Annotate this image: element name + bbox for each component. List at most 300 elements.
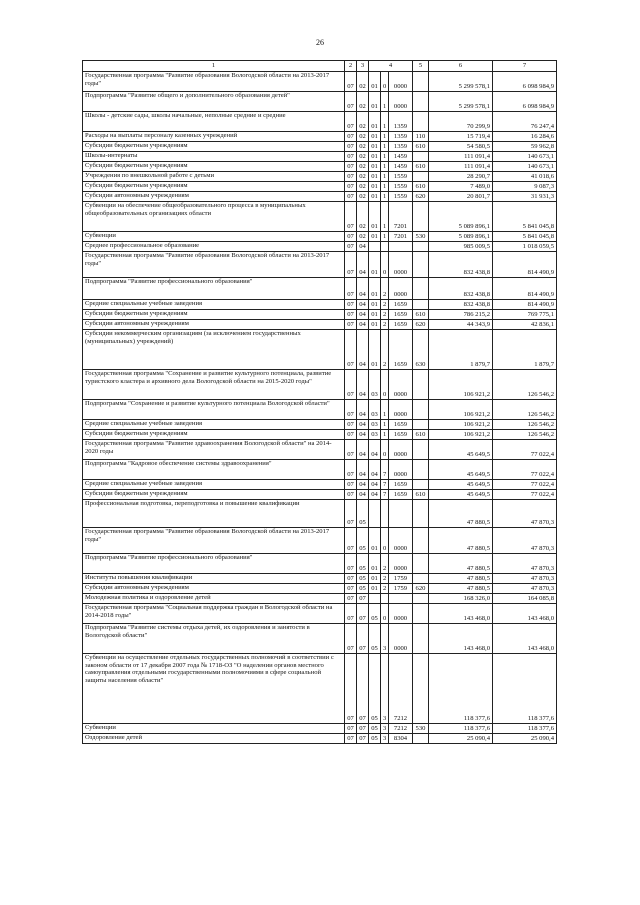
- table-row: [83, 92, 557, 112]
- article-code-cell: 0000: [389, 252, 413, 278]
- row-name-cell: Школы - детские сады, школы начальные, неполные средние и средние: [83, 112, 345, 132]
- program-code-cell: 01: [369, 320, 381, 330]
- article-code-cell: 1759: [389, 574, 413, 584]
- row-name-cell: Подпрограмма "Кадровое обеспечение системы здравоохранения": [83, 460, 345, 480]
- amount-2017-cell: 77 022,4: [493, 440, 557, 460]
- table-row: [83, 310, 557, 320]
- expense-type-cell: [413, 370, 429, 400]
- amount-2016-cell: 832 438,8: [429, 278, 493, 300]
- row-name-cell: Субсидии бюджетным учреждениям: [83, 310, 345, 320]
- article-code-cell: 1659: [389, 480, 413, 490]
- row-name-cell: Школы-интернаты: [83, 152, 345, 162]
- amount-2016-cell: 832 438,8: [429, 300, 493, 310]
- amount-2016-cell: 118 377,6: [429, 654, 493, 724]
- table-row: [83, 734, 557, 744]
- table-row: [83, 172, 557, 182]
- section-code-cell: 07: [345, 584, 357, 594]
- subsection-code-cell: 05: [357, 528, 369, 554]
- subsection-code-cell: 04: [357, 400, 369, 420]
- table-row: [83, 584, 557, 594]
- program-code-cell: 01: [369, 278, 381, 300]
- amount-2017-cell: 1 879,7: [493, 330, 557, 370]
- subsection-code-cell: 07: [357, 654, 369, 724]
- expense-type-cell: [413, 112, 429, 132]
- article-code-cell: 1659: [389, 420, 413, 430]
- table-row: [83, 182, 557, 192]
- amount-2016-cell: 47 880,5: [429, 574, 493, 584]
- amount-2016-cell: 786 215,2: [429, 310, 493, 320]
- program-code-cell: 01: [369, 252, 381, 278]
- section-code-cell: 07: [345, 440, 357, 460]
- amount-2016-cell: 7 489,0: [429, 182, 493, 192]
- amount-2017-cell: 143 468,0: [493, 624, 557, 654]
- article-code-cell: 1459: [389, 152, 413, 162]
- amount-2017-cell: 814 490,9: [493, 252, 557, 278]
- amount-2017-cell: 1 018 059,5: [493, 242, 557, 252]
- table-row: [83, 232, 557, 242]
- subprogram-code-cell: 0: [381, 252, 389, 278]
- amount-2017-cell: 25 090,4: [493, 734, 557, 744]
- subsection-code-cell: 02: [357, 202, 369, 232]
- article-code-cell: 1659: [389, 310, 413, 320]
- amount-2017-cell: 31 931,3: [493, 192, 557, 202]
- table-row: [83, 624, 557, 654]
- section-code-cell: 07: [345, 490, 357, 500]
- subsection-code-cell: 02: [357, 182, 369, 192]
- amount-2017-cell: 5 841 045,8: [493, 232, 557, 242]
- article-code-cell: 1559: [389, 172, 413, 182]
- expense-type-cell: 610: [413, 182, 429, 192]
- section-code-cell: 07: [345, 112, 357, 132]
- table-row: [83, 460, 557, 480]
- amount-2017-cell: 814 490,9: [493, 300, 557, 310]
- row-name-cell: Субсидии бюджетным учреждениям: [83, 430, 345, 440]
- expense-type-cell: [413, 594, 429, 604]
- subsection-code-cell: 02: [357, 92, 369, 112]
- subsection-code-cell: 05: [357, 584, 369, 594]
- article-code-cell: 7201: [389, 202, 413, 232]
- subprogram-code-cell: 1: [381, 132, 389, 142]
- section-code-cell: 07: [345, 724, 357, 734]
- subsection-code-cell: 02: [357, 142, 369, 152]
- table-row: [83, 202, 557, 232]
- row-name-cell: Субсидии бюджетным учреждениям: [83, 182, 345, 192]
- program-code-cell: 01: [369, 132, 381, 142]
- article-code-cell: 1459: [389, 162, 413, 172]
- amount-2017-cell: 59 962,8: [493, 142, 557, 152]
- table-row: [83, 72, 557, 92]
- header-cell-7: 7: [493, 61, 557, 72]
- expense-type-cell: [413, 554, 429, 574]
- table-row: [83, 370, 557, 400]
- article-code-cell: 1759: [389, 584, 413, 594]
- section-code-cell: 07: [345, 232, 357, 242]
- expense-type-cell: 530: [413, 232, 429, 242]
- subsection-code-cell: 07: [357, 734, 369, 744]
- row-name-cell: Субвенции: [83, 232, 345, 242]
- section-code-cell: 07: [345, 192, 357, 202]
- amount-2017-cell: 76 247,4: [493, 112, 557, 132]
- subprogram-code-cell: 1: [381, 202, 389, 232]
- header-cell-5: 5: [413, 61, 429, 72]
- program-code-cell: 04: [369, 460, 381, 480]
- section-code-cell: 07: [345, 252, 357, 278]
- subsection-code-cell: 02: [357, 192, 369, 202]
- table-row: [83, 278, 557, 300]
- expense-type-cell: 110: [413, 132, 429, 142]
- subsection-code-cell: 04: [357, 370, 369, 400]
- amount-2016-cell: 143 468,0: [429, 624, 493, 654]
- program-code-cell: 03: [369, 370, 381, 400]
- section-code-cell: 07: [345, 132, 357, 142]
- subsection-code-cell: 07: [357, 724, 369, 734]
- row-name-cell: Подпрограмма "Развитие общего и дополнительного образования детей": [83, 92, 345, 112]
- amount-2016-cell: 54 580,5: [429, 142, 493, 152]
- table-row: [83, 604, 557, 624]
- subsection-code-cell: 07: [357, 604, 369, 624]
- article-code-cell: 8304: [389, 734, 413, 744]
- article-code-cell: 0000: [389, 400, 413, 420]
- table-row: [83, 252, 557, 278]
- section-code-cell: 07: [345, 574, 357, 584]
- amount-2017-cell: 118 377,6: [493, 724, 557, 734]
- subsection-code-cell: 04: [357, 460, 369, 480]
- subprogram-code-cell: 2: [381, 278, 389, 300]
- row-name-cell: Субсидии автономным учреждениям: [83, 192, 345, 202]
- expense-type-cell: [413, 574, 429, 584]
- row-name-cell: Государственная программа "Развитие образования Вологодской области на 2013-2017 годы": [83, 528, 345, 554]
- article-code-cell: 1659: [389, 320, 413, 330]
- section-code-cell: 07: [345, 72, 357, 92]
- article-code-cell: 7201: [389, 232, 413, 242]
- subprogram-code-cell: 3: [381, 624, 389, 654]
- subsection-code-cell: 05: [357, 574, 369, 584]
- section-code-cell: 07: [345, 370, 357, 400]
- subsection-code-cell: 05: [357, 554, 369, 574]
- section-code-cell: 07: [345, 300, 357, 310]
- section-code-cell: 07: [345, 162, 357, 172]
- amount-2017-cell: 6 098 984,9: [493, 72, 557, 92]
- table-row: [83, 242, 557, 252]
- row-name-cell: Государственная программа "Социальная поддержка граждан в Вологодской области на 2014-2018 годы": [83, 604, 345, 624]
- program-code-cell: 03: [369, 430, 381, 440]
- section-code-cell: 07: [345, 734, 357, 744]
- section-code-cell: 07: [345, 420, 357, 430]
- section-code-cell: 07: [345, 278, 357, 300]
- subprogram-code-cell: 2: [381, 584, 389, 594]
- subprogram-code-cell: 3: [381, 734, 389, 744]
- table-row: [83, 490, 557, 500]
- program-code-cell: 05: [369, 604, 381, 624]
- amount-2016-cell: 44 343,9: [429, 320, 493, 330]
- section-code-cell: 07: [345, 152, 357, 162]
- row-name-cell: Субсидии автономным учреждениям: [83, 320, 345, 330]
- subprogram-code-cell: 2: [381, 300, 389, 310]
- row-name-cell: Подпрограмма "Развитие системы отдыха детей, их оздоровления и занятости в Вологодской области": [83, 624, 345, 654]
- expense-type-cell: 620: [413, 192, 429, 202]
- amount-2017-cell: 126 546,2: [493, 370, 557, 400]
- amount-2017-cell: 140 673,1: [493, 152, 557, 162]
- subprogram-code-cell: 2: [381, 310, 389, 320]
- program-code-cell: [369, 500, 381, 528]
- section-code-cell: 07: [345, 480, 357, 490]
- amount-2017-cell: 126 546,2: [493, 430, 557, 440]
- subsection-code-cell: 02: [357, 112, 369, 132]
- subprogram-code-cell: 1: [381, 232, 389, 242]
- program-code-cell: 01: [369, 528, 381, 554]
- expense-type-cell: 610: [413, 142, 429, 152]
- program-code-cell: 01: [369, 192, 381, 202]
- program-code-cell: 04: [369, 490, 381, 500]
- amount-2016-cell: 111 091,4: [429, 152, 493, 162]
- section-code-cell: 07: [345, 594, 357, 604]
- amount-2016-cell: 106 921,2: [429, 400, 493, 420]
- article-code-cell: 0000: [389, 278, 413, 300]
- article-code-cell: 1659: [389, 330, 413, 370]
- row-name-cell: Субсидии бюджетным учреждениям: [83, 162, 345, 172]
- amount-2016-cell: 106 921,2: [429, 430, 493, 440]
- subsection-code-cell: 04: [357, 490, 369, 500]
- table-row: [83, 574, 557, 584]
- article-code-cell: 1559: [389, 182, 413, 192]
- amount-2017-cell: 77 022,4: [493, 460, 557, 480]
- section-code-cell: 07: [345, 430, 357, 440]
- subsection-code-cell: 02: [357, 152, 369, 162]
- section-code-cell: 07: [345, 320, 357, 330]
- amount-2016-cell: 47 880,5: [429, 500, 493, 528]
- expense-type-cell: [413, 734, 429, 744]
- subsection-code-cell: 05: [357, 500, 369, 528]
- article-code-cell: [389, 500, 413, 528]
- amount-2016-cell: 5 299 578,1: [429, 72, 493, 92]
- article-code-cell: 1659: [389, 300, 413, 310]
- subsection-code-cell: 04: [357, 242, 369, 252]
- amount-2016-cell: 168 326,0: [429, 594, 493, 604]
- amount-2017-cell: 140 673,1: [493, 162, 557, 172]
- section-code-cell: 07: [345, 330, 357, 370]
- program-code-cell: 01: [369, 300, 381, 310]
- article-code-cell: 0000: [389, 554, 413, 574]
- section-code-cell: 07: [345, 624, 357, 654]
- amount-2017-cell: 42 836,1: [493, 320, 557, 330]
- expense-type-cell: [413, 72, 429, 92]
- program-code-cell: 01: [369, 92, 381, 112]
- amount-2016-cell: 106 921,2: [429, 370, 493, 400]
- amount-2016-cell: 15 719,4: [429, 132, 493, 142]
- amount-2017-cell: 47 870,3: [493, 574, 557, 584]
- amount-2016-cell: 47 880,5: [429, 554, 493, 574]
- row-name-cell: Институты повышения квалификации: [83, 574, 345, 584]
- header-cell-4: 4: [369, 61, 413, 72]
- program-code-cell: 03: [369, 400, 381, 420]
- article-code-cell: 7212: [389, 724, 413, 734]
- program-code-cell: 01: [369, 584, 381, 594]
- subprogram-code-cell: 1: [381, 92, 389, 112]
- section-code-cell: 07: [345, 310, 357, 320]
- program-code-cell: 03: [369, 420, 381, 430]
- amount-2017-cell: 9 087,3: [493, 182, 557, 192]
- table-row: [83, 420, 557, 430]
- article-code-cell: 0000: [389, 440, 413, 460]
- row-name-cell: Субсидии некоммерческим организациям (за исключением государственных (муниципальных) учреждений): [83, 330, 345, 370]
- row-name-cell: Государственная программа "Развитие образования Вологодской области на 2013-2017 годы": [83, 252, 345, 278]
- amount-2016-cell: 985 009,5: [429, 242, 493, 252]
- amount-2016-cell: 832 438,8: [429, 252, 493, 278]
- article-code-cell: 0000: [389, 92, 413, 112]
- subsection-code-cell: 02: [357, 232, 369, 242]
- row-name-cell: Субсидии автономным учреждениям: [83, 584, 345, 594]
- amount-2016-cell: 45 649,5: [429, 490, 493, 500]
- amount-2016-cell: 45 649,5: [429, 440, 493, 460]
- amount-2017-cell: 47 870,3: [493, 554, 557, 574]
- subprogram-code-cell: 2: [381, 554, 389, 574]
- subprogram-code-cell: 7: [381, 490, 389, 500]
- program-code-cell: 05: [369, 734, 381, 744]
- subsection-code-cell: 04: [357, 430, 369, 440]
- subsection-code-cell: 07: [357, 624, 369, 654]
- amount-2016-cell: 111 091,4: [429, 162, 493, 172]
- row-name-cell: Учреждения по внешкольной работе с детьми: [83, 172, 345, 182]
- amount-2016-cell: 5 089 896,1: [429, 202, 493, 232]
- subsection-code-cell: 02: [357, 162, 369, 172]
- subsection-code-cell: 07: [357, 594, 369, 604]
- row-name-cell: Субвенции на обеспечение общеобразовательного процесса в муниципальных общеобразовательных организациях области: [83, 202, 345, 232]
- subprogram-code-cell: 1: [381, 142, 389, 152]
- expense-type-cell: [413, 420, 429, 430]
- subprogram-code-cell: 2: [381, 320, 389, 330]
- program-code-cell: 01: [369, 330, 381, 370]
- program-code-cell: 01: [369, 112, 381, 132]
- amount-2017-cell: 118 377,6: [493, 654, 557, 724]
- section-code-cell: 07: [345, 242, 357, 252]
- subprogram-code-cell: 1: [381, 182, 389, 192]
- amount-2017-cell: 6 098 984,9: [493, 92, 557, 112]
- amount-2016-cell: 47 880,5: [429, 528, 493, 554]
- expense-type-cell: 630: [413, 330, 429, 370]
- table-row: [83, 594, 557, 604]
- program-code-cell: 05: [369, 624, 381, 654]
- program-code-cell: 01: [369, 574, 381, 584]
- expense-type-cell: 620: [413, 584, 429, 594]
- table-row: [83, 440, 557, 460]
- program-code-cell: 01: [369, 142, 381, 152]
- subprogram-code-cell: 1: [381, 172, 389, 182]
- row-name-cell: Государственная программа "Развитие образования Вологодской области на 2013-2017 годы": [83, 72, 345, 92]
- table-row: [83, 724, 557, 734]
- table-row: [83, 132, 557, 142]
- amount-2017-cell: 126 546,2: [493, 400, 557, 420]
- expense-type-cell: 610: [413, 162, 429, 172]
- table-row: [83, 152, 557, 162]
- subprogram-code-cell: 1: [381, 430, 389, 440]
- program-code-cell: 01: [369, 72, 381, 92]
- subprogram-code-cell: 2: [381, 330, 389, 370]
- row-name-cell: Подпрограмма "Развитие профессионального образования": [83, 554, 345, 574]
- table-row: [83, 112, 557, 132]
- expense-type-cell: 610: [413, 310, 429, 320]
- expense-type-cell: [413, 92, 429, 112]
- section-code-cell: 07: [345, 182, 357, 192]
- section-code-cell: 07: [345, 528, 357, 554]
- article-code-cell: 0000: [389, 624, 413, 654]
- section-code-cell: 07: [345, 142, 357, 152]
- program-code-cell: 05: [369, 654, 381, 724]
- subprogram-code-cell: 7: [381, 480, 389, 490]
- amount-2016-cell: 20 801,7: [429, 192, 493, 202]
- program-code-cell: 01: [369, 182, 381, 192]
- table-row: [83, 400, 557, 420]
- section-code-cell: 07: [345, 400, 357, 420]
- header-cell-1: 1: [83, 61, 345, 72]
- expense-type-cell: [413, 252, 429, 278]
- amount-2016-cell: 45 649,5: [429, 480, 493, 490]
- expense-type-cell: [413, 460, 429, 480]
- page-number: 26: [316, 38, 324, 47]
- amount-2017-cell: 47 870,3: [493, 584, 557, 594]
- amount-2016-cell: 143 468,0: [429, 604, 493, 624]
- row-name-cell: Молодежная политика и оздоровление детей: [83, 594, 345, 604]
- subprogram-code-cell: [381, 594, 389, 604]
- amount-2017-cell: 126 546,2: [493, 420, 557, 430]
- row-name-cell: Субсидии бюджетным учреждениям: [83, 142, 345, 152]
- subsection-code-cell: 04: [357, 480, 369, 490]
- program-code-cell: 04: [369, 480, 381, 490]
- amount-2016-cell: 118 377,6: [429, 724, 493, 734]
- subsection-code-cell: 04: [357, 440, 369, 460]
- amount-2016-cell: 25 090,4: [429, 734, 493, 744]
- table-row: [83, 330, 557, 370]
- table-row: [83, 654, 557, 724]
- table-row: [83, 162, 557, 172]
- row-name-cell: Среднее профессиональное образование: [83, 242, 345, 252]
- row-name-cell: Субвенции: [83, 724, 345, 734]
- article-code-cell: 0000: [389, 604, 413, 624]
- article-code-cell: 1559: [389, 192, 413, 202]
- table-row: [83, 554, 557, 574]
- subprogram-code-cell: 1: [381, 400, 389, 420]
- section-code-cell: 07: [345, 172, 357, 182]
- program-code-cell: 05: [369, 724, 381, 734]
- expense-type-cell: [413, 440, 429, 460]
- program-code-cell: 01: [369, 202, 381, 232]
- row-name-cell: Профессиональная подготовка, переподготовка и повышение квалификации: [83, 500, 345, 528]
- expense-type-cell: [413, 654, 429, 724]
- program-code-cell: [369, 242, 381, 252]
- table-row: [83, 300, 557, 310]
- article-code-cell: 1359: [389, 132, 413, 142]
- amount-2016-cell: 28 290,7: [429, 172, 493, 182]
- subsection-code-cell: 04: [357, 300, 369, 310]
- header-cell-6: 6: [429, 61, 493, 72]
- row-name-cell: Средние специальные учебные заведения: [83, 420, 345, 430]
- subprogram-code-cell: 7: [381, 460, 389, 480]
- section-code-cell: 07: [345, 604, 357, 624]
- subprogram-code-cell: 3: [381, 654, 389, 724]
- article-code-cell: 0000: [389, 72, 413, 92]
- row-name-cell: Подпрограмма "Сохранение и развитие культурного потенциала Вологодской области": [83, 400, 345, 420]
- amount-2017-cell: 47 870,3: [493, 500, 557, 528]
- article-code-cell: 1659: [389, 490, 413, 500]
- subsection-code-cell: 04: [357, 278, 369, 300]
- section-code-cell: 07: [345, 202, 357, 232]
- expense-type-cell: [413, 202, 429, 232]
- program-code-cell: 01: [369, 232, 381, 242]
- subsection-code-cell: 04: [357, 320, 369, 330]
- subprogram-code-cell: 1: [381, 152, 389, 162]
- section-code-cell: 07: [345, 92, 357, 112]
- amount-2017-cell: 77 022,4: [493, 480, 557, 490]
- subprogram-code-cell: 2: [381, 574, 389, 584]
